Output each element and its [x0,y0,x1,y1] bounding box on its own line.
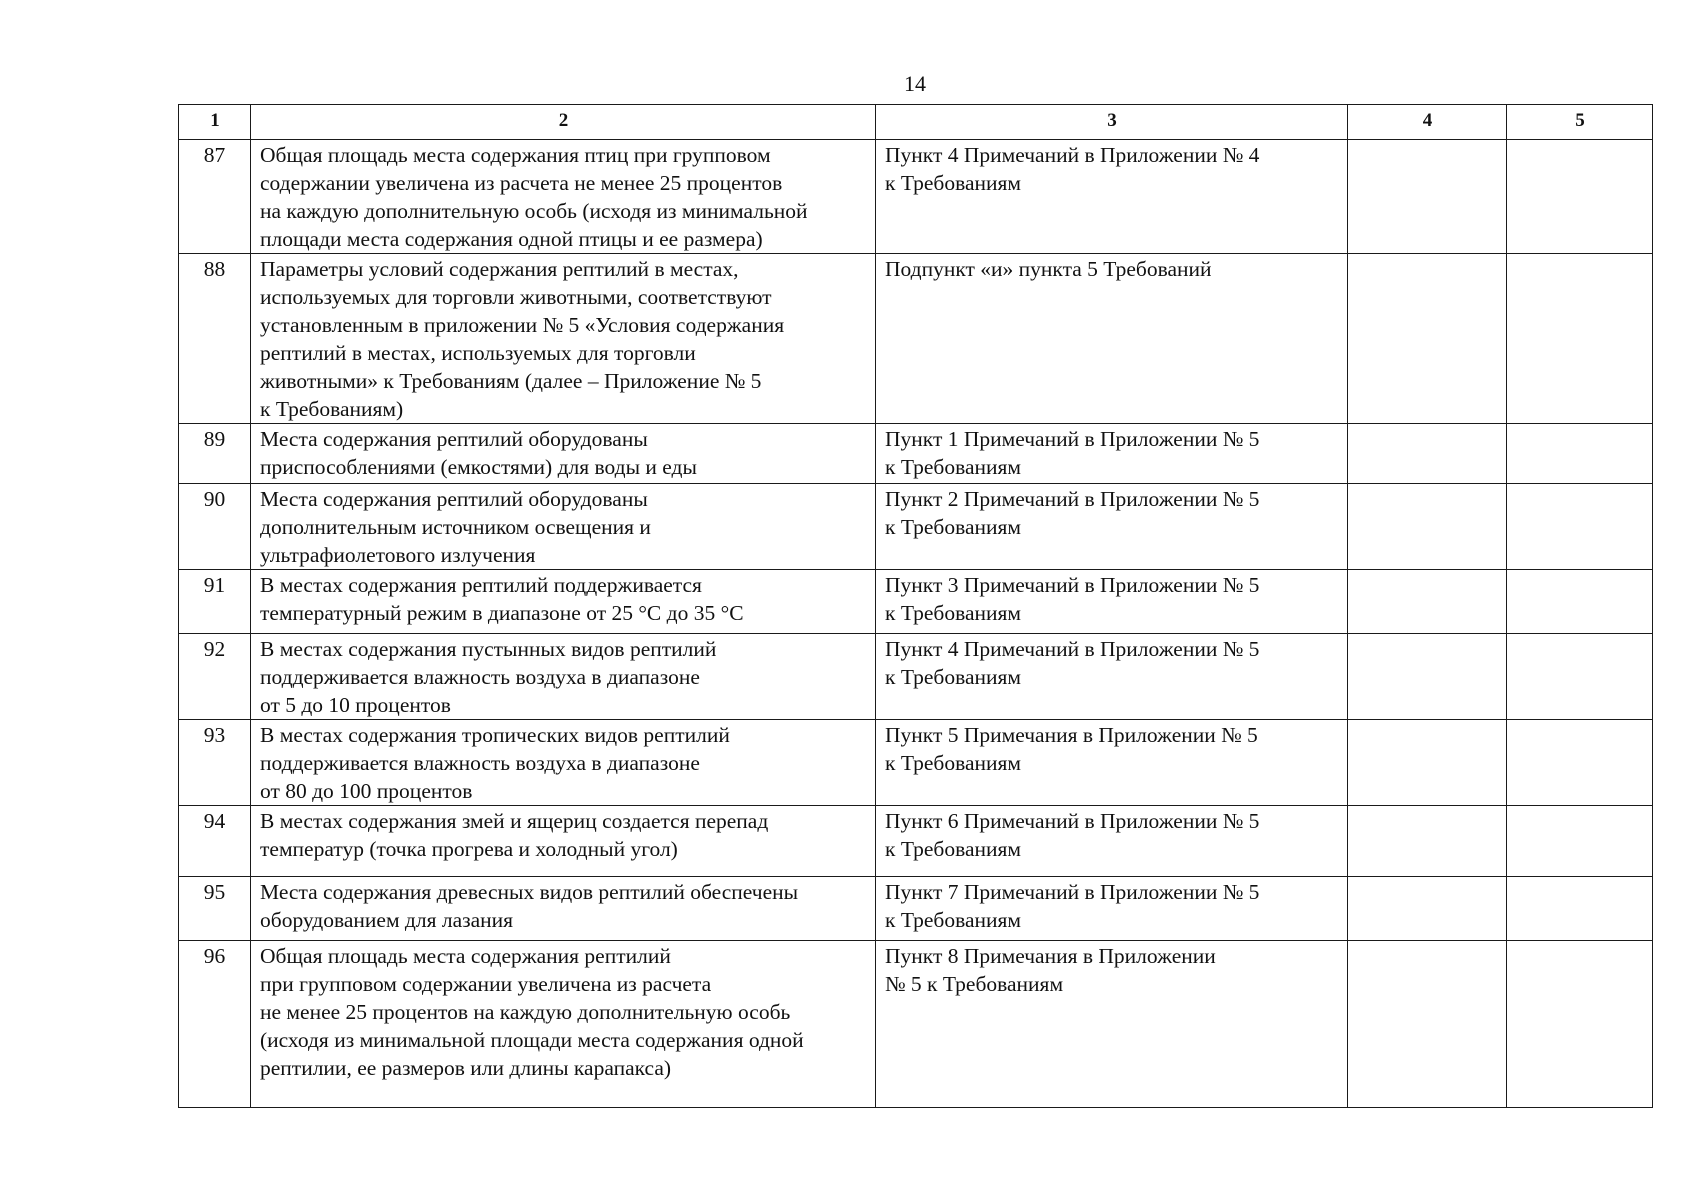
requirement-text: Места содержания рептилий оборудованы приспособлениями (емкостями) для воды и еды [251,424,876,484]
column-4-cell [1348,484,1507,570]
column-header-4: 4 [1348,105,1507,140]
requirement-text: В местах содержания пустынных видов рептилий поддерживается влажность воздуха в диапазоне от 5 до 10 процентов [251,634,876,720]
requirement-text: Общая площадь места содержания рептилий при групповом содержании увеличена из расчета не менее 25 процентов на каждую дополнительную особь (исходя из минимальной площади места содержания одной рептилии, ее размеров или длины карапакса) [251,941,876,1108]
table-row [179,634,1653,720]
column-5-cell [1507,484,1653,570]
column-5-cell [1507,570,1653,634]
table-row [179,806,1653,877]
table-row [179,570,1653,634]
requirement-text: В местах содержания рептилий поддерживается температурный режим в диапазоне от 25 °С до 35 °С [251,570,876,634]
page-number: 14 [904,71,926,96]
column-4-cell [1348,877,1507,941]
column-header-3: 3 [876,105,1348,140]
column-5-cell [1507,941,1653,1108]
column-4-cell [1348,140,1507,254]
column-5-cell [1507,254,1653,424]
table-row [179,424,1653,484]
column-header-1: 1 [179,105,251,140]
table-row [179,720,1653,806]
row-number: 95 [179,877,251,941]
reference-text: Пункт 8 Примечания в Приложении № 5 к Требованиям [876,941,1348,1108]
row-number: 87 [179,140,251,254]
table-row [179,877,1653,941]
column-5-cell [1507,140,1653,254]
requirement-text: Места содержания древесных видов рептилий обеспечены оборудованием для лазания [251,877,876,941]
row-number: 94 [179,806,251,877]
column-4-cell [1348,806,1507,877]
table-row [179,140,1653,254]
row-number: 89 [179,424,251,484]
reference-text: Пункт 1 Примечаний в Приложении № 5 к Требованиям [876,424,1348,484]
table-row [179,254,1653,424]
column-5-cell [1507,424,1653,484]
column-4-cell [1348,941,1507,1108]
reference-text: Пункт 4 Примечаний в Приложении № 4 к Требованиям [876,140,1348,254]
requirements-table [178,104,1653,1108]
row-number: 96 [179,941,251,1108]
requirement-text: Места содержания рептилий оборудованы дополнительным источником освещения и ультрафиолетового излучения [251,484,876,570]
row-number: 88 [179,254,251,424]
reference-text: Пункт 6 Примечаний в Приложении № 5 к Требованиям [876,806,1348,877]
column-header-2: 2 [251,105,876,140]
column-4-cell [1348,570,1507,634]
table-row [179,941,1653,1108]
reference-text: Пункт 3 Примечаний в Приложении № 5 к Требованиям [876,570,1348,634]
reference-text: Пункт 4 Примечаний в Приложении № 5 к Требованиям [876,634,1348,720]
reference-text: Подпункт «и» пункта 5 Требований [876,254,1348,424]
reference-text: Пункт 5 Примечания в Приложении № 5 к Требованиям [876,720,1348,806]
column-5-cell [1507,806,1653,877]
row-number: 92 [179,634,251,720]
requirement-text: Общая площадь места содержания птиц при групповом содержании увеличена из расчета не менее 25 процентов на каждую дополнительную особь (исходя из минимальной площади места содержания одной птицы и ее размера) [251,140,876,254]
column-4-cell [1348,424,1507,484]
row-number: 91 [179,570,251,634]
reference-text: Пункт 7 Примечаний в Приложении № 5 к Требованиям [876,877,1348,941]
column-5-cell [1507,877,1653,941]
column-4-cell [1348,254,1507,424]
reference-text: Пункт 2 Примечаний в Приложении № 5 к Требованиям [876,484,1348,570]
row-number: 90 [179,484,251,570]
column-5-cell [1507,720,1653,806]
requirement-text: В местах содержания змей и ящериц создается перепад температур (точка прогрева и холодный угол) [251,806,876,877]
table-header-row [179,105,1653,140]
requirement-text: В местах содержания тропических видов рептилий поддерживается влажность воздуха в диапазоне от 80 до 100 процентов [251,720,876,806]
column-5-cell [1507,634,1653,720]
column-4-cell [1348,720,1507,806]
row-number: 93 [179,720,251,806]
column-4-cell [1348,634,1507,720]
table-row [179,484,1653,570]
requirement-text: Параметры условий содержания рептилий в местах, используемых для торговли животными, соответствуют установленным в приложении № 5 «Условия содержания рептилий в местах, используемых для торговли животными» к Требованиям (далее – Приложение № 5 к Требованиям) [251,254,876,424]
column-header-5: 5 [1507,105,1653,140]
